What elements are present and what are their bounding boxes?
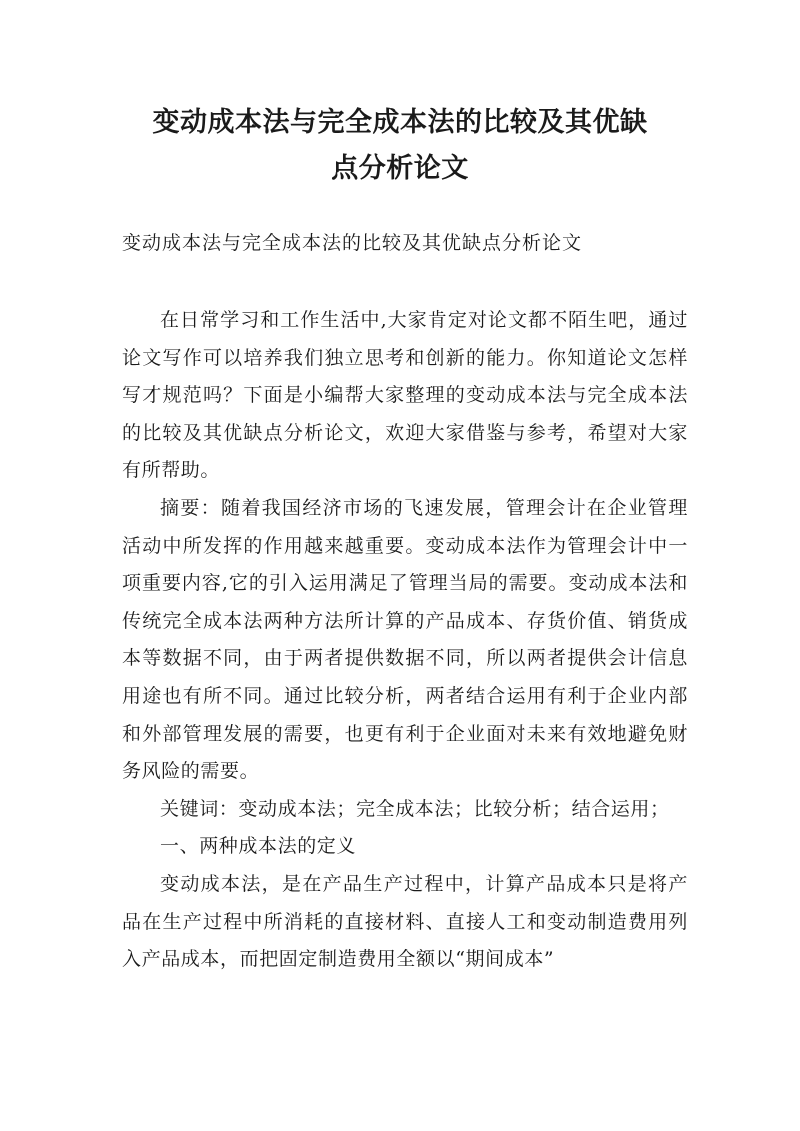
title-line-1: 变动成本法与完全成本法的比较及其优缺 <box>152 107 648 138</box>
document-body <box>122 302 688 979</box>
title-line-2: 点分析论文 <box>331 153 469 184</box>
document-title <box>100 100 700 192</box>
abstract-paragraph: 摘要：随着我国经济市场的飞速发展，管理会计在企业管理活动中所发挥的作用越来越重要。变动成本法作为管理会计中一项重要内容,它的引入运用满足了管理当局的需要。变动成本法和传统完全成本法两种方法所计算的产品成本、存货价值、销货成本等数据不同，由于两者提供数据不同，所以两者提供会计信息用途也有所不同。通过比较分析，两者结合运用有利于企业内部和外部管理发展的需要，也更有利于企业面对未来有效地避免财务风险的需要。 <box>122 496 688 783</box>
intro-paragraph: 在日常学习和工作生活中,大家肯定对论文都不陌生吧，通过论文写作可以培养我们独立思考和创新的能力。你知道论文怎样写才规范吗？下面是小编帮大家整理的变动成本法与完全成本法的比较及其优缺点分析论文，欢迎大家借鉴与参考，希望对大家有所帮助。 <box>122 309 688 482</box>
definition-paragraph: 变动成本法，是在产品生产过程中，计算产品成本只是将产品在生产过程中所消耗的直接材料、直接人工和变动制造费用列入产品成本，而把固定制造费用全额以“期间成本” <box>122 872 688 971</box>
document-subtitle: 变动成本法与完全成本法的比较及其优缺点分析论文 <box>122 232 583 254</box>
section-heading: 一、两种成本法的定义 <box>160 835 357 858</box>
keywords-paragraph: 关键词：变动成本法；完全成本法；比较分析；结合运用； <box>160 797 670 820</box>
